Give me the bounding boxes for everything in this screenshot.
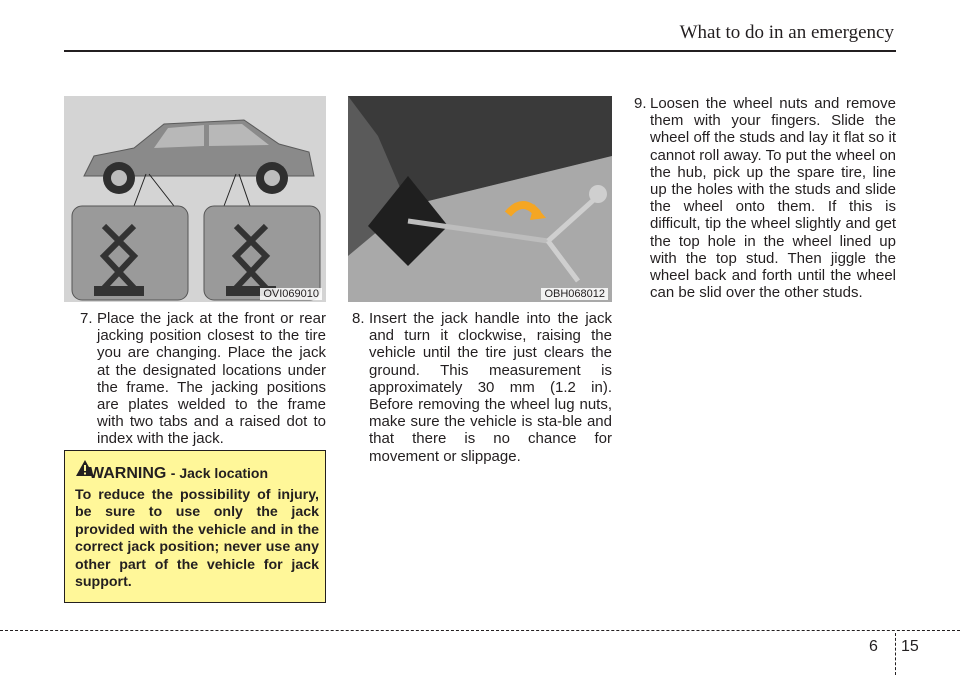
warning-subtitle: - Jack location [170, 465, 269, 481]
footer-divider [0, 630, 960, 631]
step-7 [80, 310, 326, 448]
step-number: 8. [352, 310, 365, 327]
figure-code: OVI069010 [260, 288, 322, 300]
warning-text: To reduce the possibility of injury, be sure to use only the jack provided with the vehicle and in the correct jack position; never use any other part of the vehicle for jack support. [75, 487, 319, 591]
footer-separator [895, 633, 896, 675]
warning-box [64, 450, 326, 603]
warning-title: WARNING [89, 465, 167, 482]
step-number: 9. [634, 95, 647, 112]
warning-heading [89, 465, 268, 483]
step-8 [352, 310, 612, 465]
figure-code: OBH068012 [541, 288, 608, 300]
step-text: Loosen the wheel nuts and remove them with your fingers. Slide the wheel off the studs and lay it flat so it cannot roll away. To put the wheel on the hub, pick up the spare tire, line up the holes with the studs and slide the wheel onto them. If this is difficult, tip the wheel slightly and get the top hole in the wheel lined up with the top stud. Then jiggle the wheel back and forth until the wheel can be slid over the other studs. [650, 95, 896, 302]
figure-jack-handle [348, 96, 612, 302]
step-9 [634, 95, 896, 301]
header-divider [64, 50, 896, 52]
step-text: Insert the jack handle into the jack and turn it clockwise, raising the vehicle until the tire just clears the ground. This measurement is approximately 30 mm (1.2 in). Before removing the wheel lug nuts, make sure the vehicle is sta-ble and that there is no chance for movement or slippage. [369, 310, 612, 465]
section-title: What to do in an emergency [679, 22, 894, 43]
chapter-number: 6 [869, 638, 878, 655]
jack-handle-illustration [348, 96, 612, 302]
car-jack-illustration [64, 96, 326, 302]
page-number: 15 [901, 638, 919, 655]
step-number: 7. [80, 310, 93, 327]
step-text: Place the jack at the front or rear jacking position closest to the tire you are changing. Place the jack at the designated locations under the frame. The jacking positions are plates welded to the frame with two tabs and a raised dot to index with the jack. [97, 310, 326, 448]
figure-jacking-positions [64, 96, 326, 302]
